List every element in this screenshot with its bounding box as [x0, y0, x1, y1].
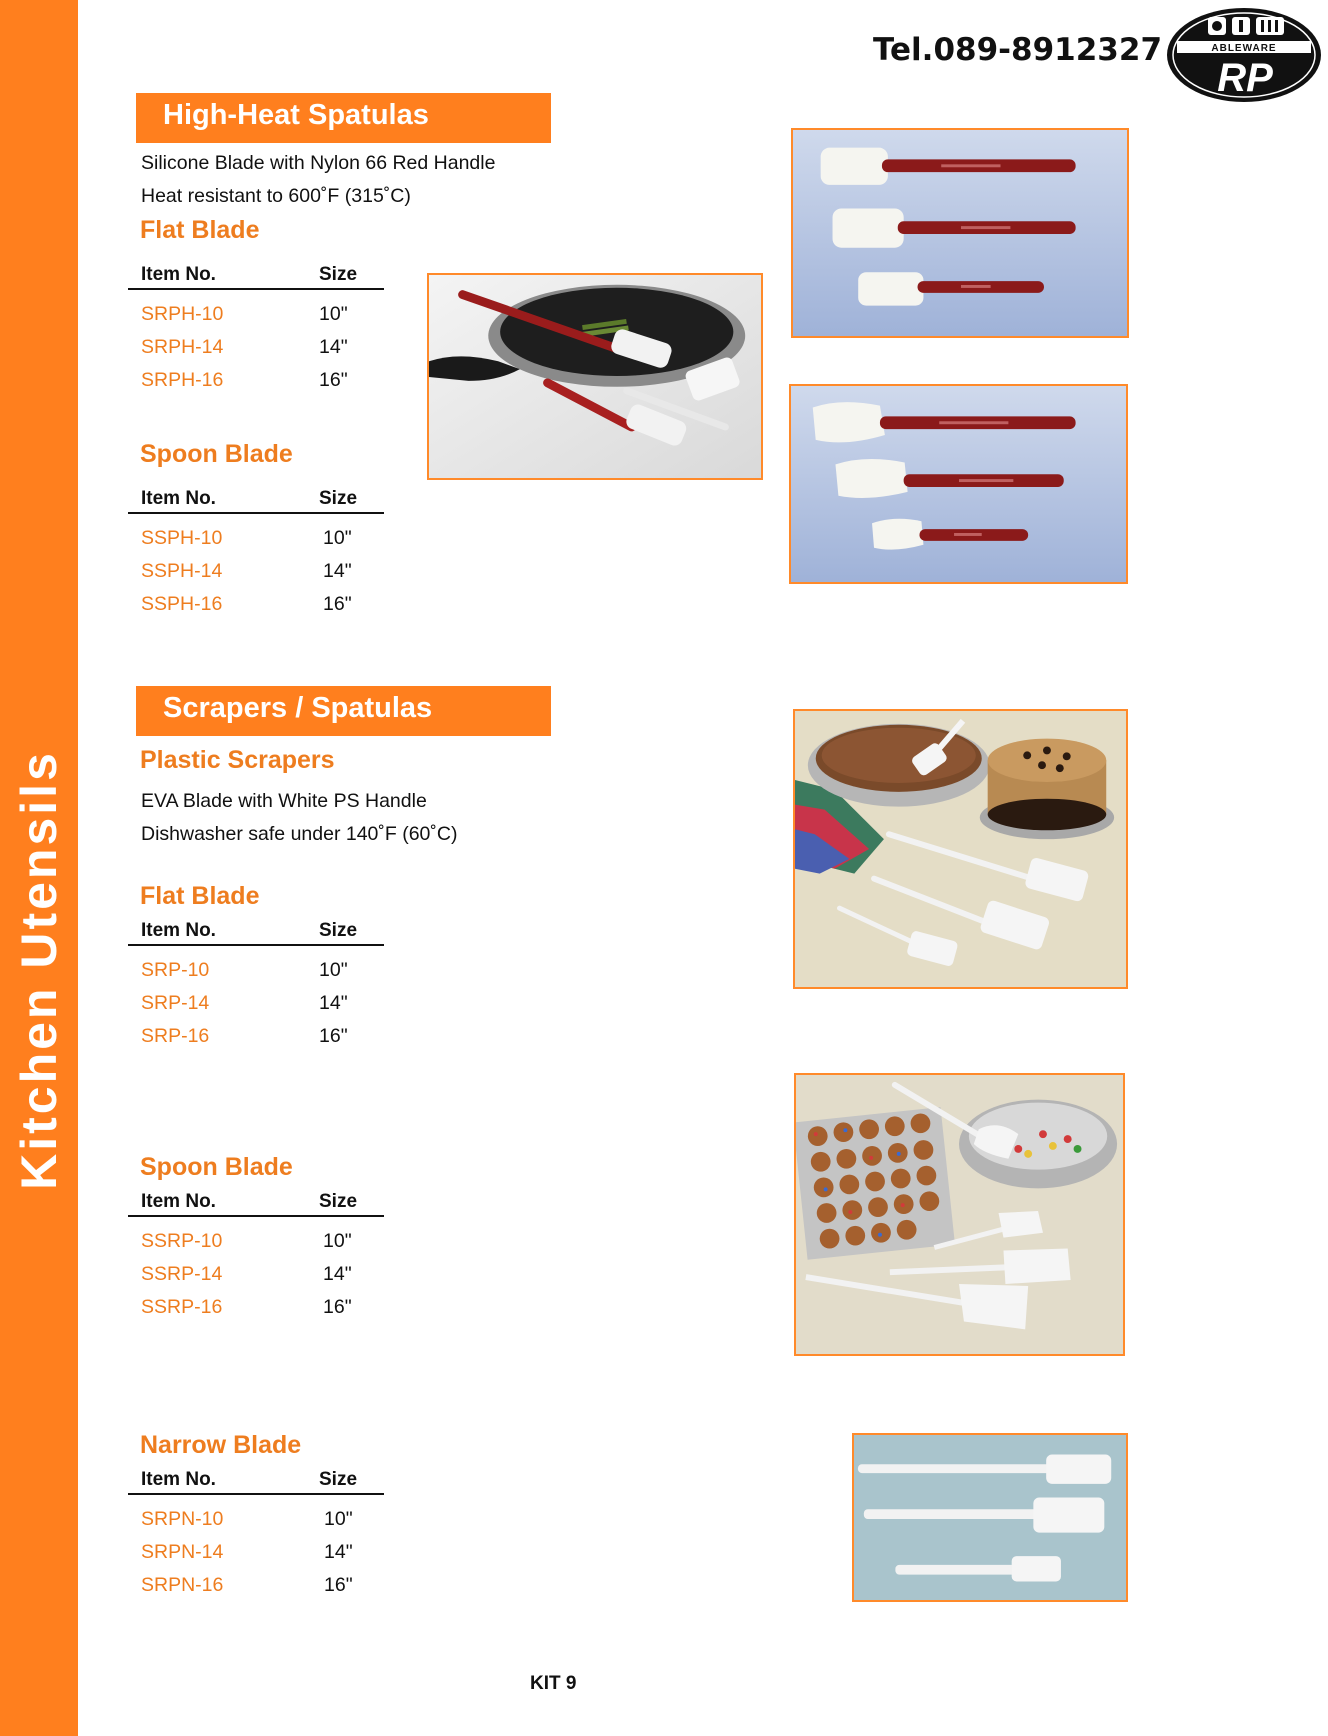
photo-pan-spatulas	[427, 273, 763, 480]
high-heat-flat-title: Flat Blade	[140, 216, 260, 244]
table-row: SRPH-14 14"	[141, 336, 348, 358]
section-banner-high-heat: High-Heat Spatulas	[136, 93, 551, 143]
table-row: SRP-14 14"	[141, 992, 348, 1014]
photo-high-heat-spoon	[789, 384, 1128, 584]
high-heat-spoon-table	[128, 486, 384, 626]
table-row: SSPH-16 16"	[141, 593, 352, 615]
svg-text:RP: RP	[1217, 56, 1273, 100]
photo-scrapers-cake	[793, 709, 1128, 989]
table-row: SRPN-10 10"	[141, 1508, 353, 1530]
sidebar-title: Kitchen Utensils	[11, 750, 67, 1190]
scrapers-description-1: EVA Blade with White PS Handle	[141, 790, 427, 812]
table-header: Item No. Size	[128, 918, 384, 946]
sidebar-band	[0, 0, 78, 1736]
photo-scrapers-cookies	[794, 1073, 1125, 1356]
scrapers-flat-title: Flat Blade	[140, 882, 260, 910]
table-row: SSRP-16 16"	[141, 1296, 352, 1318]
high-heat-spoon-title: Spoon Blade	[140, 440, 293, 468]
table-row: SSRP-10 10"	[141, 1230, 352, 1252]
scrapers-spoon-table	[128, 1189, 384, 1329]
table-row: SRPH-16 16"	[141, 369, 348, 391]
col-size-header: Size	[319, 264, 358, 285]
svg-text:ABLEWARE: ABLEWARE	[1211, 43, 1277, 54]
col-item-header: Item No.	[141, 264, 216, 285]
high-heat-description-1: Silicone Blade with Nylon 66 Red Handle	[141, 152, 496, 174]
photo-high-heat-flat	[791, 128, 1129, 338]
table-row: SSPH-14 14"	[141, 560, 352, 582]
brand-logo	[1165, 5, 1323, 105]
scrapers-spoon-title: Spoon Blade	[140, 1153, 293, 1181]
table-row: SRPH-10 10"	[141, 303, 348, 325]
table-row: SRPN-16 16"	[141, 1574, 353, 1596]
table-header: Item No. Size	[128, 486, 384, 514]
scrapers-narrow-title: Narrow Blade	[140, 1431, 302, 1459]
photo-scrapers-narrow	[852, 1433, 1128, 1602]
scrapers-narrow-table	[128, 1467, 384, 1607]
table-row: SRP-16 16"	[141, 1025, 348, 1047]
section-banner-scrapers: Scrapers / Spatulas	[136, 686, 551, 736]
table-row: SSPH-10 10"	[141, 527, 352, 549]
scrapers-flat-table	[128, 918, 384, 1058]
plastic-scrapers-title: Plastic Scrapers	[140, 746, 335, 774]
scrapers-description-2: Dishwasher safe under 140˚F (60˚C)	[141, 823, 458, 845]
table-row: SRP-10 10"	[141, 959, 348, 981]
telephone-number: Tel.089-8912327	[873, 32, 1163, 68]
table-row: SRPN-14 14"	[141, 1541, 353, 1563]
table-header: Item No. Size	[128, 1467, 384, 1495]
table-header: Item No. Size	[128, 1189, 384, 1217]
high-heat-description-2: Heat resistant to 600˚F (315˚C)	[141, 185, 411, 207]
table-header	[128, 262, 384, 290]
page-number: KIT 9	[530, 1673, 577, 1694]
table-row: SSRP-14 14"	[141, 1263, 352, 1285]
high-heat-flat-table	[128, 262, 384, 402]
